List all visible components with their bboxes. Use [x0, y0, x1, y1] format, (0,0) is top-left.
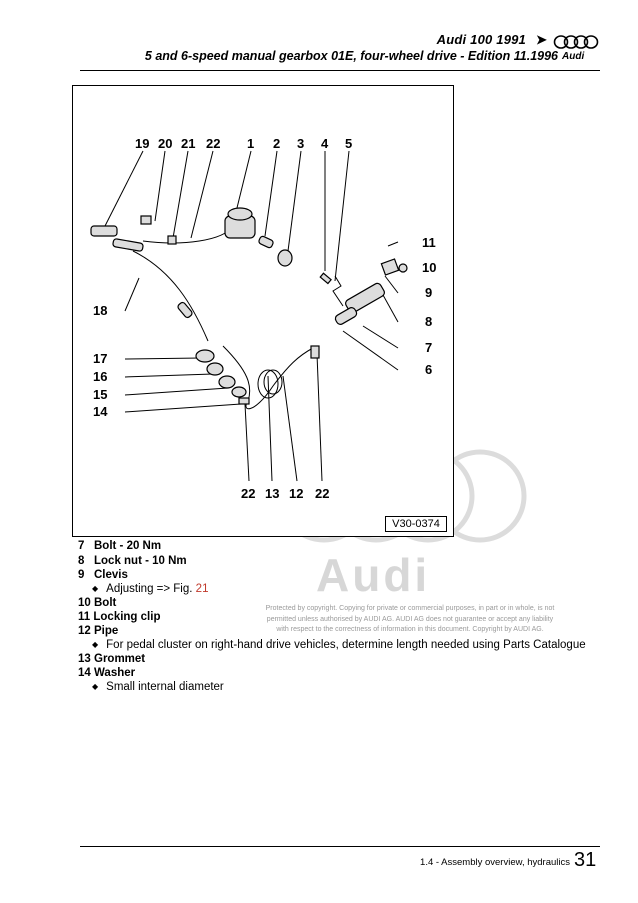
- callout-8: 8: [425, 314, 433, 329]
- callout-21: 21: [181, 136, 196, 151]
- bullet-icon: ◆: [92, 584, 99, 593]
- callout-22-bl: 22: [241, 486, 256, 501]
- callout-17: 17: [93, 351, 108, 366]
- callout-2: 2: [273, 136, 281, 151]
- callout-22-br: 22: [315, 486, 330, 501]
- note-washer-text: Small internal diameter: [106, 681, 224, 693]
- note-clevis: [92, 583, 208, 595]
- audi-rings-icon: [553, 34, 599, 50]
- note-pipe: [92, 639, 586, 651]
- header-subtitle: 5 and 6-speed manual gearbox 01E, four-wheel drive - Edition 11.1996: [144, 49, 558, 63]
- next-arrow-icon[interactable]: ➤: [536, 32, 547, 47]
- exploded-diagram: [72, 85, 454, 537]
- copyright-notice: Protected by copyright. Copying for private or commercial purposes, in part or in whole, is not permitted unless authorised by AUDI AG. AUDI AG does not guarantee or accept any liability with respect to the correctness of information in this document. Copyright by AUDI AG.: [265, 605, 555, 633]
- note-washer: [92, 681, 224, 693]
- callout-16: 16: [93, 369, 108, 384]
- note-clevis-text: Adjusting => Fig.: [106, 583, 193, 595]
- callout-3: 3: [297, 136, 305, 151]
- page-number: 31: [574, 849, 597, 871]
- part-8: 8 Lock nut - 10 Nm: [78, 555, 187, 567]
- part-11: 11 Locking clip: [78, 611, 161, 623]
- callout-6: 6: [425, 362, 433, 377]
- callout-12: 12: [289, 486, 304, 501]
- callout-7: 7: [425, 340, 433, 355]
- callout-13: 13: [265, 486, 280, 501]
- callout-15: 15: [93, 387, 108, 402]
- part-10: 10 Bolt: [78, 597, 117, 609]
- diagram-drawing: [73, 86, 453, 536]
- callout-19: 19: [135, 136, 150, 151]
- part-13: 13 Grommet: [78, 653, 146, 665]
- callout-11: 11: [422, 235, 436, 250]
- note-pipe-text: For pedal cluster on right-hand drive vehicles, determine length needed using Parts Catalogue: [106, 639, 586, 651]
- bullet-icon: ◆: [92, 640, 99, 649]
- part-12: 12 Pipe: [78, 625, 119, 637]
- callout-20: 20: [158, 136, 173, 151]
- footer-divider: [80, 846, 600, 847]
- callout-4: 4: [321, 136, 329, 151]
- watermark-brand: Audi: [316, 549, 431, 601]
- footer-section: 1.4 - Assembly overview, hydraulics: [420, 857, 570, 868]
- part-7: 7 Bolt - 20 Nm: [78, 540, 162, 552]
- callout-9: 9: [425, 285, 433, 300]
- bullet-icon: ◆: [92, 682, 99, 691]
- callout-18: 18: [93, 303, 108, 318]
- header-divider: [80, 70, 600, 71]
- header-title: Audi 100 1991: [436, 32, 526, 47]
- fig-21-link[interactable]: 21: [195, 583, 209, 595]
- audi-logo-text: Audi: [562, 51, 585, 62]
- part-14: 14 Washer: [78, 667, 136, 679]
- callout-1: 1: [247, 136, 255, 151]
- part-9: 9 Clevis: [78, 569, 128, 581]
- callout-14: 14: [93, 404, 108, 419]
- callout-22-top: 22: [206, 136, 221, 151]
- callout-5: 5: [345, 136, 353, 151]
- callout-10: 10: [422, 260, 437, 275]
- figure-code: V30-0374: [385, 516, 447, 532]
